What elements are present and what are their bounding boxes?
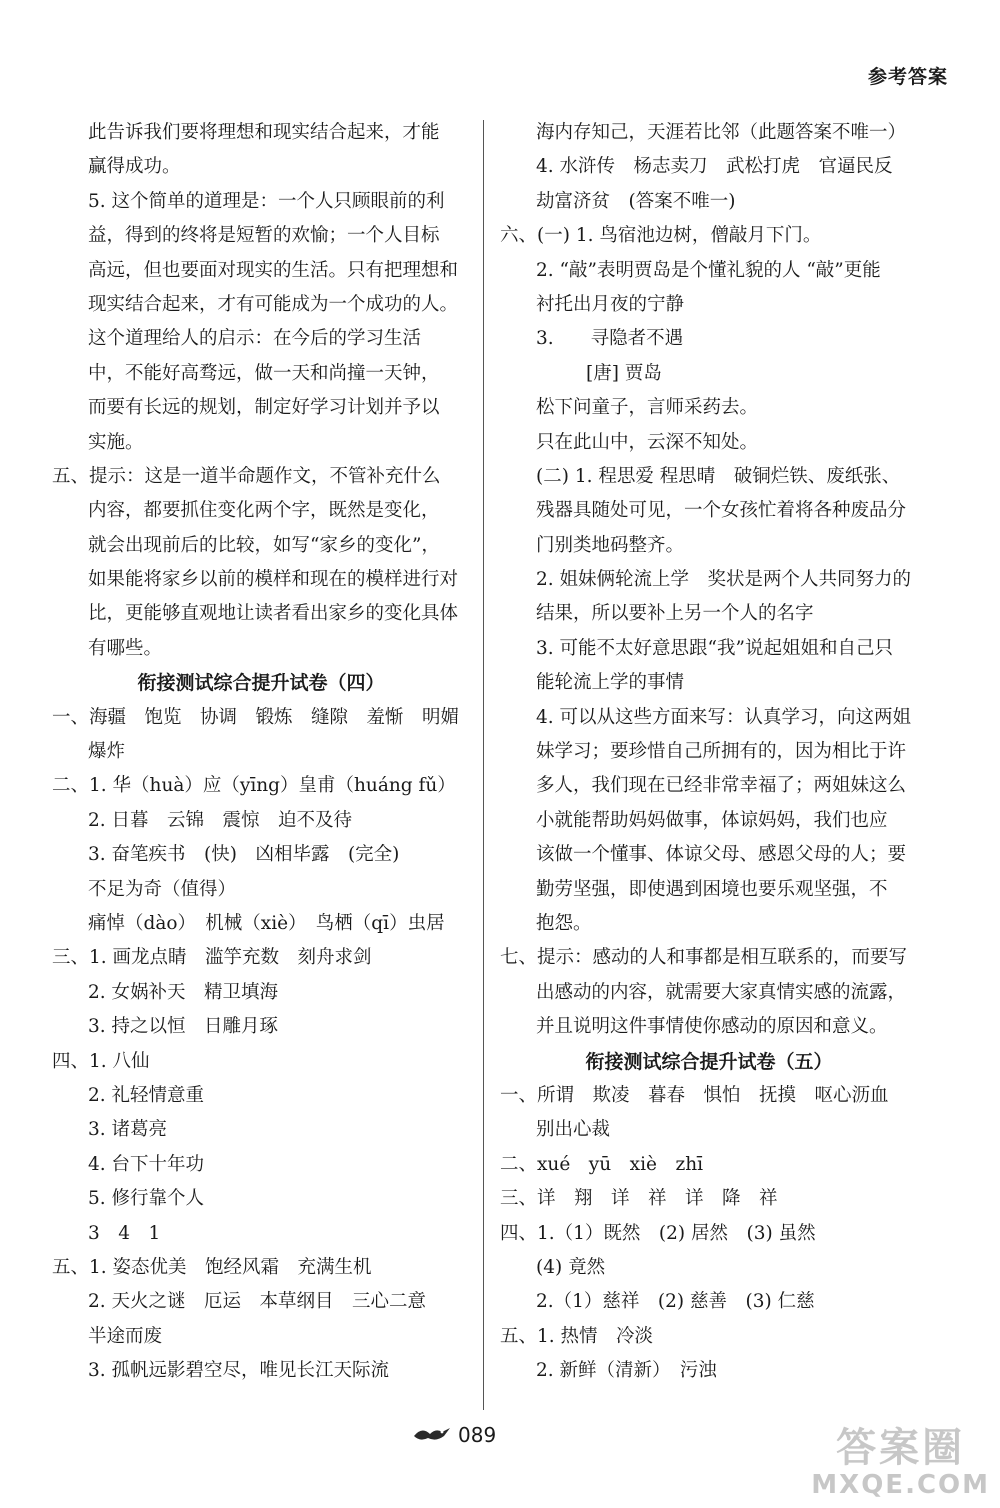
answer-line: 2. 天火之谜 厄运 本草纲目 三心二意: [88, 1291, 427, 1313]
page-number: 089: [458, 1423, 497, 1447]
answer-line: 3. 诸葛亮: [88, 1119, 168, 1141]
answer-line: 并且说明这件事情使你感动的原因和意义。: [536, 1016, 888, 1038]
answer-line: 四、1. 八仙: [52, 1050, 150, 1072]
answer-line: 中，不能好高骛远，做一天和尚撞一天钟，: [88, 362, 440, 384]
answer-line: 3. 孤帆远影碧空尽，唯见长江天际流: [88, 1360, 390, 1382]
answer-line: 3. 持之以恒 日雕月琢: [88, 1016, 279, 1038]
answer-line: 海内存知己，天涯若比邻（此题答案不唯一）: [536, 122, 907, 143]
answer-line: 比，更能够直观地让读者看出家乡的变化具体: [88, 603, 459, 625]
answer-line: (4) 竟然: [536, 1256, 606, 1278]
answer-line: 这个道理给人的启示：在今后的学习生活: [88, 328, 422, 350]
answer-line: 二、1. 华（huà）应（yīng）皇甫（huáng fǔ）: [52, 775, 456, 797]
answer-line: 半途而废: [88, 1325, 163, 1347]
answer-line: 就会出现前后的比较，如写“家乡的变化”，: [88, 534, 440, 556]
answer-line: 妹学习；要珍惜自己所拥有的，因为相比于许: [536, 741, 907, 763]
answer-line: 而要有长远的规划，制定好学习计划并予以: [88, 397, 440, 419]
answer-line: 残器具随处可见，一个女孩忙着将各种废品分: [536, 500, 907, 522]
answer-line: 二、xué yū xiè zhī: [500, 1153, 704, 1175]
answer-line: 抱怨。: [536, 912, 592, 934]
answer-line: 2. 姐妹俩轮流上学 奖状是两个人共同努力的: [536, 569, 912, 591]
answer-line: (二) 1. 程思爱 程思晴 破铜烂铁、废纸张、: [536, 465, 901, 487]
answer-line: 3. 可能不太好意思跟“我”说起姐姐和自己只: [536, 637, 893, 659]
answer-line: 结果，所以要补上另一个人的名字: [536, 603, 814, 625]
answer-line: 三、详 翔 详 祥 详 降 祥: [500, 1188, 778, 1210]
watermark-logo: [811, 1426, 990, 1500]
answer-line: 2. 礼轻情意重: [88, 1084, 205, 1106]
bird-logo-icon: [412, 1422, 452, 1448]
answer-line: 4. 可以从这些方面来写：认真学习，向这两姐: [536, 706, 912, 728]
answer-line: 七、提示：感动的人和事都是相互联系的，而要写: [500, 947, 908, 969]
answer-line: 不足为奇（值得）: [88, 878, 237, 900]
right-column: [500, 116, 918, 1388]
answer-line: 4. 台下十年功: [88, 1153, 205, 1175]
answer-line: 此告诉我们要将理想和现实结合起来，才能: [88, 122, 440, 143]
answer-line: 三、1. 画龙点睛 滥竽充数 刻舟求剑: [52, 947, 372, 969]
answer-line: 3 4 1: [88, 1222, 161, 1244]
answer-line: 4. 水浒传 杨志卖刀 武松打虎 官逼民反: [536, 156, 893, 178]
page-footer: [412, 1420, 496, 1450]
section-title: 衔接测试综合提升试卷（四）: [137, 672, 385, 695]
answer-line: 只在此山中，云深不知处。: [536, 431, 759, 453]
answer-line: 一、海疆 饱览 协调 锻炼 缝隙 羞惭 明媚: [52, 706, 460, 728]
answer-line: 2. “敲”表明贾岛是个懂礼貌的人 “敲”更能: [536, 259, 881, 281]
answer-line: 实施。: [88, 431, 144, 453]
answer-line: 高远，但也要面对现实的生活。只有把理想和: [88, 259, 459, 281]
answer-line: 爆炸: [88, 741, 126, 763]
answer-line: 赢得成功。: [88, 156, 181, 178]
answer-line: 勤劳坚强，即使遇到困境也要乐观坚强，不: [536, 878, 888, 900]
answer-line: 五、1. 姿态优美 饱经风霜 充满生机: [52, 1256, 372, 1278]
answer-line: 出感动的内容，就需要大家真情实感的流露，: [536, 981, 907, 1003]
answer-line: 松下问童子，言师采药去。: [536, 397, 759, 419]
answer-line: 如果能将家乡以前的模样和现在的模样进行对: [88, 569, 459, 591]
answer-line: 别出心裁: [536, 1119, 611, 1141]
answer-line: 一、所谓 欺凌 暮春 惧怕 抚摸 呕心沥血: [500, 1084, 889, 1106]
answer-line: 多人，我们现在已经非常幸福了；两姐妹这么: [536, 775, 907, 797]
answer-line: 益，得到的终将是短暂的欢愉；一个人目标: [88, 225, 440, 247]
page-header-title: 参考答案: [867, 66, 948, 88]
answer-line: 有哪些。: [88, 637, 163, 659]
answer-line: 劫富济贫 (答案不唯一): [536, 190, 736, 212]
answer-line: [唐] 贾岛: [586, 362, 662, 384]
answer-line: 5. 修行靠个人: [88, 1188, 205, 1210]
answer-line: 3. 寻隐者不遇: [536, 328, 684, 350]
answer-line: 2. 日暮 云锦 震惊 迫不及待: [88, 809, 353, 831]
answer-line: 2. 新鲜（清新） 污浊: [536, 1360, 717, 1382]
left-column: [52, 116, 470, 1388]
answer-line: 五、1. 热情 冷淡: [500, 1325, 654, 1347]
answer-line: 小就能帮助妈妈做事，体谅妈妈，我们也应: [536, 809, 888, 831]
answer-line: 衬托出月夜的宁静: [536, 293, 685, 315]
answer-line: 2. 女娲补天 精卫填海: [88, 981, 279, 1003]
answer-line: 五、提示：这是一道半命题作文，不管补充什么: [52, 465, 441, 487]
column-divider: [483, 120, 484, 1410]
answer-line: 六、(一) 1. 鸟宿池边树，僧敲月下门。: [500, 225, 822, 247]
answer-line: 3. 奋笔疾书 (快) 凶相毕露 (完全): [88, 844, 400, 866]
answer-line: 门别类地码整齐。: [536, 534, 685, 556]
answer-line: 四、1.（1）既然 (2) 居然 (3) 虽然: [500, 1222, 816, 1244]
section-title: 衔接测试综合提升试卷（五）: [585, 1050, 833, 1073]
answer-line: 能轮流上学的事情: [536, 672, 685, 694]
answer-line: 5. 这个简单的道理是：一个人只顾眼前的利: [88, 190, 445, 212]
watermark-url: MXQE.COM: [811, 1470, 990, 1500]
answer-line: 痛悼（dào） 机械（xiè） 鸟栖（qī）虫居: [88, 912, 445, 934]
answer-line: 内容，都要抓住变化两个字，既然是变化，: [88, 500, 440, 522]
answer-line: 2.（1）慈祥 (2) 慈善 (3) 仁慈: [536, 1291, 815, 1313]
watermark-text: 答案圈: [836, 1425, 966, 1471]
answer-line: 该做一个懂事、体谅父母、感恩父母的人；要: [536, 844, 907, 866]
answer-line: 现实结合起来，才有可能成为一个成功的人。: [88, 293, 459, 315]
